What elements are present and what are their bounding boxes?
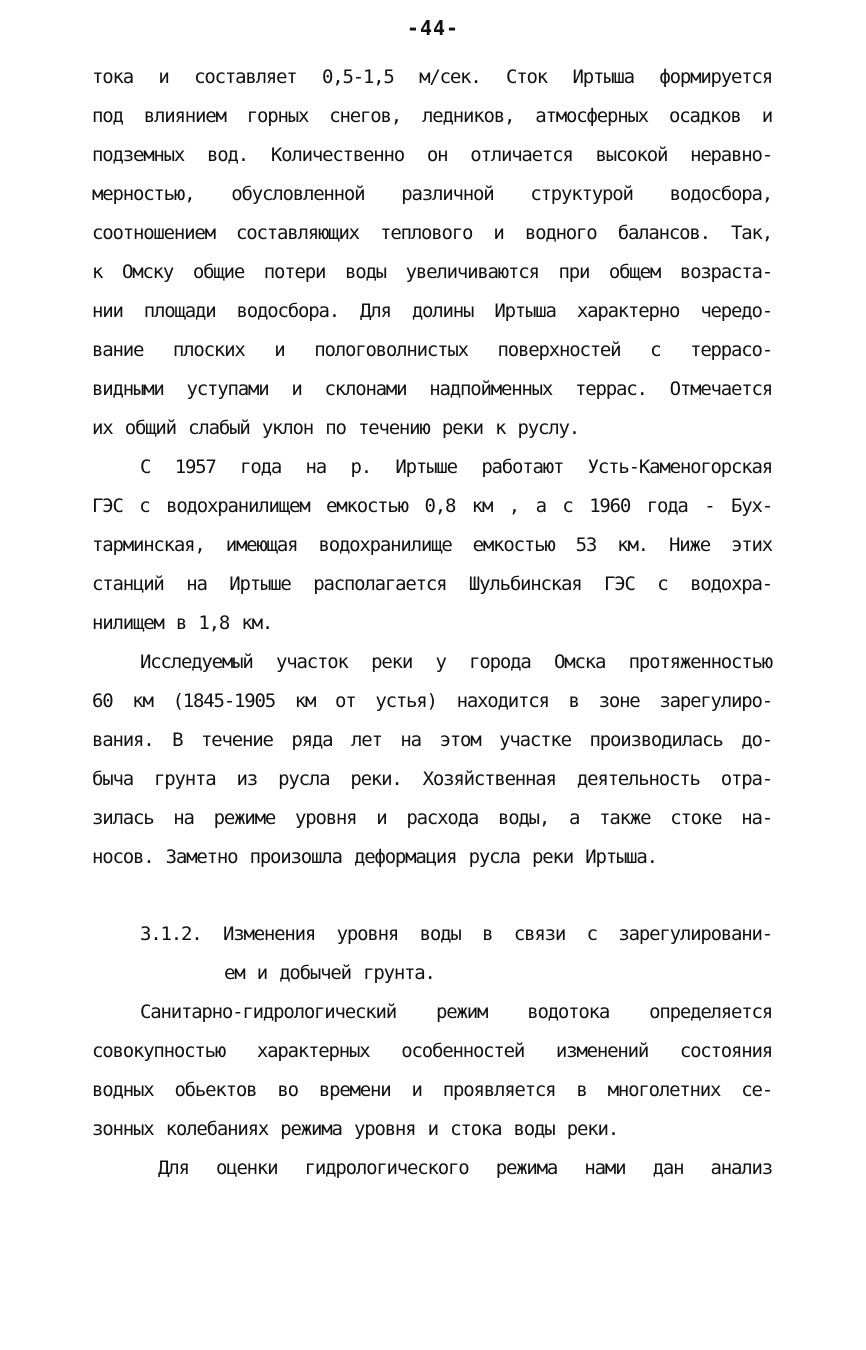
text-line: мерностью, обусловленной различной структурой водосбора,: [92, 183, 772, 205]
text-line: их общий слабый уклон по течению реки к руслу.: [92, 417, 579, 439]
text-line: к Омску общие потери воды увеличиваются при общем возраста-: [92, 261, 772, 283]
text-line: 60 км (1845-1905 км от устья) находится в зоне зарегулиро-: [92, 690, 772, 712]
text-line: совокупностью характерных особенностей изменений состояния: [92, 1040, 772, 1062]
text-line: нилищем в 1,8 км.: [92, 612, 273, 634]
text-line: Для оценки гидрологического режима нами дан анализ: [158, 1157, 772, 1179]
text-line: видными уступами и склонами надпойменных террас. Отмечается: [92, 378, 772, 400]
text-line: С 1957 года на р. Иртыше работают Усть-Каменогорская: [140, 456, 772, 478]
text-line: ГЭС с водохранилищем емкостью 0,8 км , а с 1960 года - Бух-: [92, 495, 772, 517]
text-line: вание плоских и пологоволнистых поверхностей с террасо-: [92, 339, 772, 361]
text-line: тарминская, имеющая водохранилище емкостью 53 км. Ниже этих: [92, 534, 772, 556]
page-number: -44-: [406, 16, 460, 40]
section-heading: ем и добычей грунта.: [224, 962, 435, 984]
text-line: зонных колебаниях режима уровня и стока воды реки.: [92, 1118, 618, 1140]
text-line: станций на Иртыше располагается Шульбинская ГЭС с водохра-: [92, 573, 772, 595]
text-line: носов. Заметно произошла деформация русла реки Иртыша.: [92, 846, 657, 868]
text-line: вания. В течение ряда лет на этом участке производилась до-: [92, 729, 772, 751]
text-line: подземных вод. Количественно он отличается высокой неравно-: [92, 144, 772, 166]
text-line: быча грунта из русла реки. Хозяйственная деятельность отра-: [92, 768, 772, 790]
text-line: зилась на режиме уровня и расхода воды, а также стоке на-: [92, 807, 772, 829]
section-heading: 3.1.2. Изменения уровня воды в связи с зарегулировани-: [140, 923, 772, 945]
text-line: водных обьектов во времени и проявляется в многолетних се-: [92, 1079, 772, 1101]
text-line: соотношением составляющих теплового и водного балансов. Так,: [92, 222, 772, 244]
text-line: Санитарно-гидрологический режим водотока определяется: [140, 1001, 772, 1023]
text-line: тока и составляет 0,5-1,5 м/сек. Сток Иртыша формируется: [92, 66, 772, 88]
text-line: Исследуемый участок реки у города Омска протяженностью: [140, 651, 772, 673]
text-line: под влиянием горных снегов, ледников, атмосферных осадков и: [92, 105, 772, 127]
text-line: нии площади водосбора. Для долины Иртыша характерно чередо-: [92, 300, 772, 322]
